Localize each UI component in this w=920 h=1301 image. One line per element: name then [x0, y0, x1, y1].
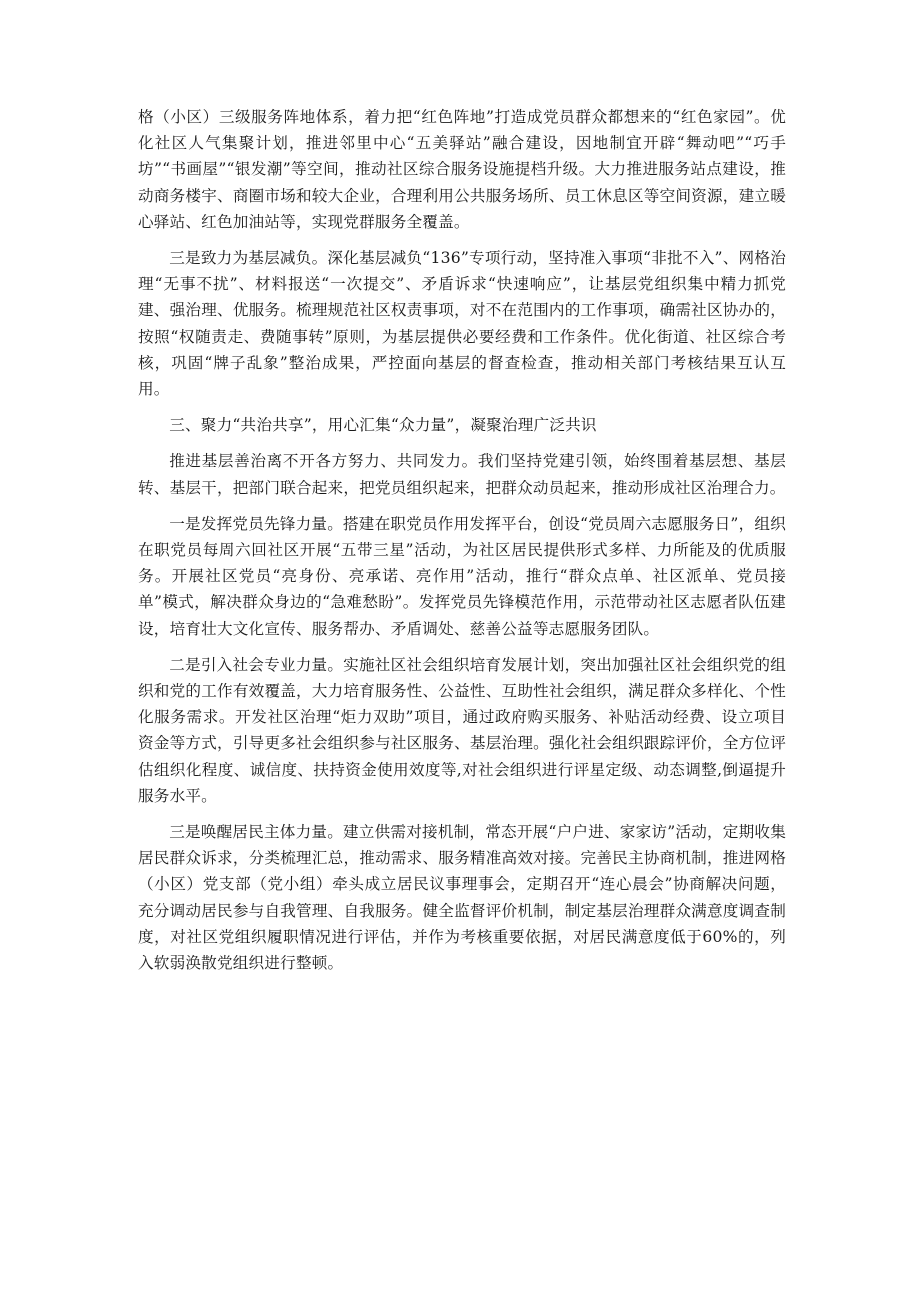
paragraph-reduce-burden: 三是致力为基层减负。深化基层减负“136”专项行动，坚持准入事项“非批不入”、网格治理“无事不扰”、材料报送“一次提交”、矛盾诉求“快速响应”，让基层党组织集中精力抓党建、强治理、优服务。梳理规范社区权责事项，对不在范围内的工作事项，确需社区协办的，按照“权随责走、费随事转”原则，为基层提供必要经费和工作条件。优化街道、社区综合考核，巩固“牌子乱象”整治成果，严控面向基层的督查检查，推动相关部门考核结果互认互用。	[138, 249, 786, 399]
document-body	[138, 104, 786, 986]
paragraph-party-members: 一是发挥党员先锋力量。搭建在职党员作用发挥平台，创设“党员周六志愿服务日”，组织在职党员每周六回社区开展“五带三星”活动，为社区居民提供形式多样、力所能及的优质服务。开展社区党员“亮身份、亮承诺、亮作用”活动，推行“群众点单、社区派单、党员接单”模式，解决群众身边的“急难愁盼”。发挥党员先锋模范作用，示范带动社区志愿者队伍建设，培育壮大文化宣传、服务帮办、矛盾调处、慈善公益等志愿服务团队。	[138, 514, 786, 638]
section-heading-three: 三、聚力“共治共享”，用心汇集“众力量”，凝聚治理广泛共识	[169, 416, 597, 435]
paragraph-social-organizations: 二是引入社会专业力量。实施社区社会组织培育发展计划，突出加强社区社会组织党的组织和党的工作有效覆盖，大力培育服务性、公益性、互助性社会组织，满足群众多样化、个性化服务需求。开发社区治理“炬力双助”项目，通过政府购买服务、补贴活动经费、设立项目资金等方式，引导更多社会组织参与社区服务、基层治理。强化社会组织跟踪评价，全方位评估组织化程度、诚信度、扶持资金使用效度等,对社会组织进行评星定级、动态调整,倒逼提升服务水平。	[138, 655, 786, 805]
paragraph-residents: 三是唤醒居民主体力量。建立供需对接机制，常态开展“户户进、家家访”活动，定期收集居民群众诉求，分类梳理汇总，推动需求、服务精准高效对接。完善民主协商机制，推进网格（小区）党支部（党小组）牵头成立居民议事理事会，定期召开“连心晨会”协商解决问题，充分调动居民参与自我管理、自我服务。健全监督评价机制，制定基层治理群众满意度调查制度，对社区党组织履职情况进行评估，并作为考核重要依据，对居民满意度低于60%的，列入软弱涣散党组织进行整顿。	[138, 823, 786, 973]
paragraph-service-positions: 格（小区）三级服务阵地体系，着力把“红色阵地”打造成党员群众都想来的“红色家园”。优化社区人气集聚计划，推进邻里中心“五美驿站”融合建设，因地制宜开辟“舞动吧”“巧手坊”“书画屋”“银发潮”等空间，推动社区综合服务设施提档升级。大力推进服务站点建设，推动商务楼宇、商圈市场和较大企业，合理利用公共服务场所、员工休息区等空间资源，建立暖心驿站、红色加油站等，实现党群服务全覆盖。	[138, 108, 786, 231]
paragraph-intro-governance: 推进基层善治离不开各方努力、共同发力。我们坚持党建引领，始终围着基层想、基层转、基层干，把部门联合起来，把党员组织起来，把群众动员起来，推动形成社区治理合力。	[138, 452, 786, 497]
